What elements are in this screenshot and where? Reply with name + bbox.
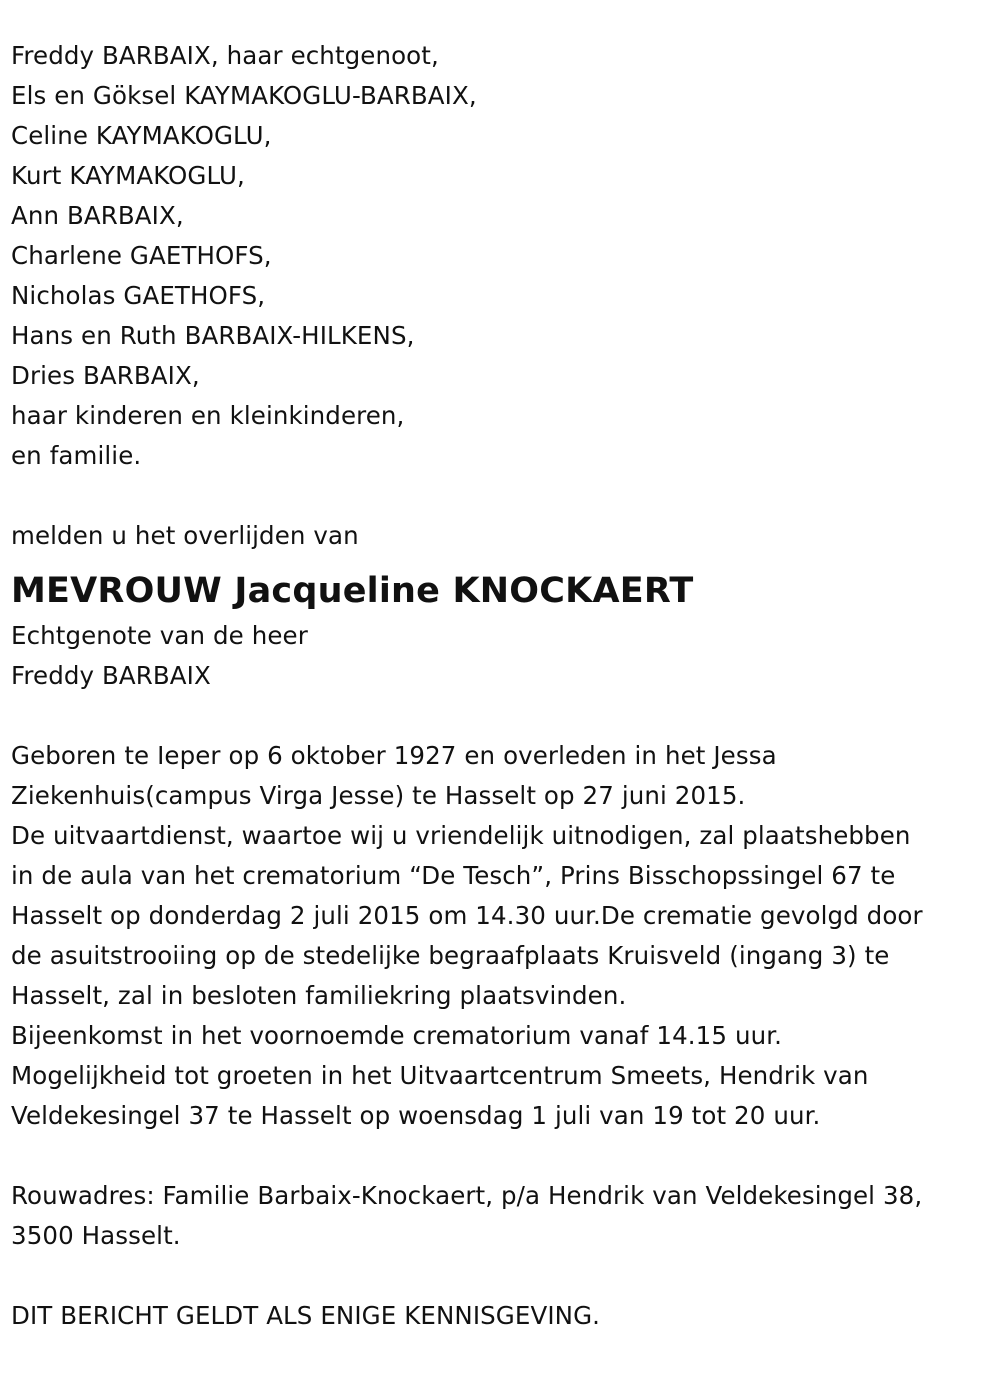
mourner-line: Celine KAYMAKOGLU, xyxy=(11,121,272,150)
details-line: Ziekenhuis(campus Virga Jesse) te Hasselt op 27 juni 2015. xyxy=(11,781,746,810)
details-line: Hasselt op donderdag 2 juli 2015 om 14.30 uur.De crematie gevolgd door xyxy=(11,901,923,930)
mourner-line: Charlene GAETHOFS, xyxy=(11,241,272,270)
spacer xyxy=(11,1136,991,1176)
deceased-relation-line: Freddy BARBAIX xyxy=(11,661,211,690)
mourner-line: Ann BARBAIX, xyxy=(11,201,184,230)
address-line: 3500 Hasselt. xyxy=(11,1221,181,1250)
funeral-details xyxy=(11,736,991,1136)
notice-text: DIT BERICHT GELDT ALS ENIGE KENNISGEVING. xyxy=(11,1301,601,1330)
mourner-line: Hans en Ruth BARBAIX-HILKENS, xyxy=(11,321,415,350)
mourners-list xyxy=(11,36,991,476)
address-line: Rouwadres: Familie Barbaix-Knockaert, p/a Hendrik van Veldekesingel 38, xyxy=(11,1181,923,1210)
deceased-name: MEVROUW Jacqueline KNOCKAERT xyxy=(11,571,694,611)
obituary-notice xyxy=(11,36,991,1336)
announcement-text: melden u het overlijden van xyxy=(11,521,359,550)
spacer xyxy=(11,696,991,736)
details-line: Hasselt, zal in besloten familiekring plaatsvinden. xyxy=(11,981,627,1010)
details-line: Veldekesingel 37 te Hasselt op woensdag 1 juli van 19 tot 20 uur. xyxy=(11,1101,821,1130)
mourner-line: Freddy BARBAIX, haar echtgenoot, xyxy=(11,41,439,70)
spacer xyxy=(11,1256,991,1296)
details-line: Bijeenkomst in het voornoemde crematorium vanaf 14.15 uur. xyxy=(11,1021,783,1050)
details-line: Mogelijkheid tot groeten in het Uitvaartcentrum Smeets, Hendrik van xyxy=(11,1061,869,1090)
mourner-line: Kurt KAYMAKOGLU, xyxy=(11,161,245,190)
details-line: de asuitstrooiing op de stedelijke begraafplaats Kruisveld (ingang 3) te xyxy=(11,941,890,970)
spacer xyxy=(11,476,991,516)
mourner-line: haar kinderen en kleinkinderen, xyxy=(11,401,405,430)
deceased-relation-line: Echtgenote van de heer xyxy=(11,621,308,650)
mourner-line: en familie. xyxy=(11,441,142,470)
details-line: Geboren te Ieper op 6 oktober 1927 en overleden in het Jessa xyxy=(11,741,777,770)
mourner-line: Els en Göksel KAYMAKOGLU-BARBAIX, xyxy=(11,81,477,110)
mourner-line: Nicholas GAETHOFS, xyxy=(11,281,266,310)
mourning-address xyxy=(11,1176,991,1256)
mourner-line: Dries BARBAIX, xyxy=(11,361,200,390)
details-line: De uitvaartdienst, waartoe wij u vriendelijk uitnodigen, zal plaatshebben xyxy=(11,821,911,850)
details-line: in de aula van het crematorium “De Tesch”, Prins Bisschopssingel 67 te xyxy=(11,861,896,890)
